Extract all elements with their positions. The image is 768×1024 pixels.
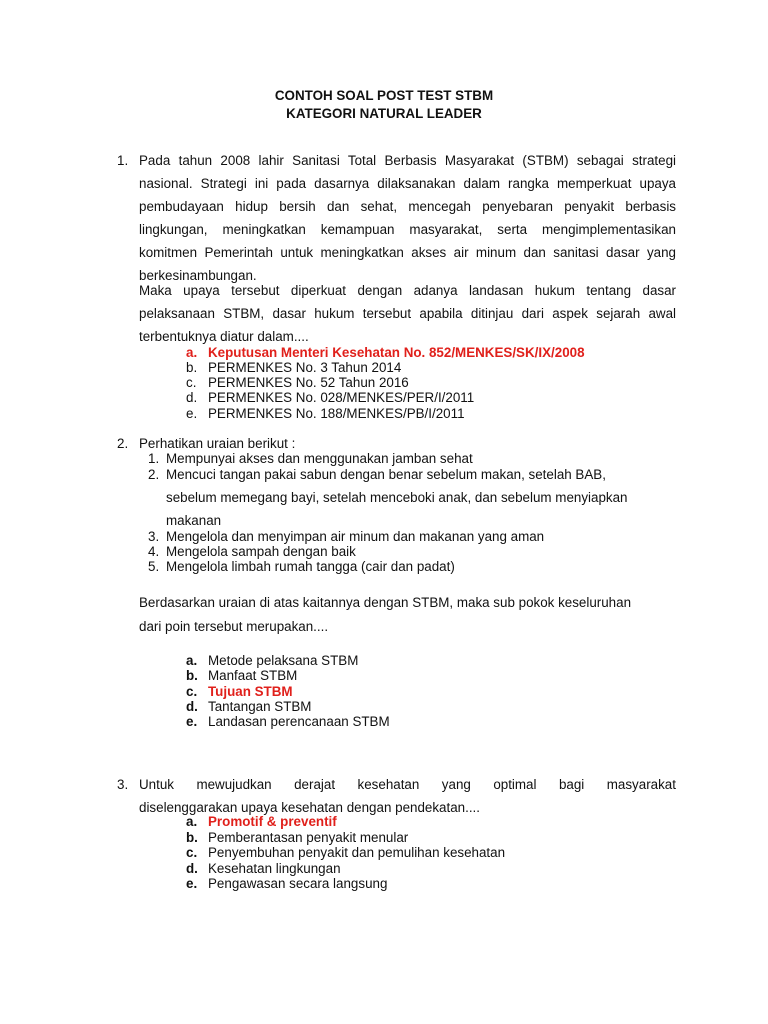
question-1-line: berkesinambungan. xyxy=(139,268,257,283)
q3-word: bagi xyxy=(558,777,585,792)
q2-option-b: Manfaat STBM xyxy=(208,668,298,683)
question-1-line: komitmen Pemerintah untuk meningkatkan akses air minum dan sanitasi dasar yang xyxy=(139,245,676,260)
q2-option-letter: d. xyxy=(186,699,198,714)
q2-item-number: 2. xyxy=(148,467,160,482)
q2-option-c-correct: Tujuan STBM xyxy=(208,684,293,699)
q2-item-continuation: sebelum memegang bayi, setelah menceboki anak, dan sebelum menyiapkan xyxy=(166,490,628,505)
q2-option-d: Tantangan STBM xyxy=(208,699,312,714)
question-1-line: Pada tahun 2008 lahir Sanitasi Total Berbasis Masyarakat (STBM) sebagai strategi xyxy=(139,153,676,168)
question-3-line2: diselenggarakan upaya kesehatan dengan pendekatan.... xyxy=(139,800,480,815)
question-2-number: 2. xyxy=(117,436,129,451)
q1-option-letter: a. xyxy=(186,345,198,360)
q1-option-letter: e. xyxy=(186,406,198,421)
question-1-line: nasional. Strategi ini pada dasarnya dilaksanakan dalam rangka memperkuat upaya xyxy=(139,176,676,191)
document-title-line2: KATEGORI NATURAL LEADER xyxy=(286,106,482,121)
q1-option-letter: d. xyxy=(186,390,198,405)
q3-option-letter: d. xyxy=(186,861,198,876)
q2-option-letter: b. xyxy=(186,668,198,683)
q1-option-a-correct: Keputusan Menteri Kesehatan No. 852/MENKES/SK/IX/2008 xyxy=(208,345,585,360)
q2-question-line: dari poin tersebut merupakan.... xyxy=(139,619,329,634)
q3-option-letter: c. xyxy=(186,845,198,860)
document-title-line1: CONTOH SOAL POST TEST STBM xyxy=(274,88,494,103)
q2-item: Mengelola dan menyimpan air minum dan makanan yang aman xyxy=(166,529,545,544)
q1-option-c: PERMENKES No. 52 Tahun 2016 xyxy=(208,375,409,390)
q3-word: kesehatan xyxy=(357,777,420,792)
q2-option-letter: e. xyxy=(186,714,198,729)
q2-item: Mencuci tangan pakai sabun dengan benar sebelum makan, setelah BAB, xyxy=(166,467,606,482)
q3-option-letter: b. xyxy=(186,830,198,845)
q3-word: masyarakat xyxy=(606,777,676,792)
q2-option-letter: c. xyxy=(186,684,198,699)
q2-item-continuation: makanan xyxy=(166,513,222,528)
q3-option-e: Pengawasan secara langsung xyxy=(208,876,388,891)
question-2-intro: Perhatikan uraian berikut : xyxy=(139,436,296,451)
q3-option-a-correct: Promotif & preventif xyxy=(208,814,337,829)
q2-item: Mengelola limbah rumah tangga (cair dan padat) xyxy=(166,559,455,574)
question-1-number: 1. xyxy=(117,153,129,168)
q3-word: mewujudkan xyxy=(196,777,272,792)
q3-word: Untuk xyxy=(139,777,174,792)
q1-option-letter: b. xyxy=(186,360,198,375)
q2-option-a: Metode pelaksana STBM xyxy=(208,653,359,668)
q3-option-c: Penyembuhan penyakit dan pemulihan kesehatan xyxy=(208,845,506,860)
q2-item-number: 3. xyxy=(148,529,160,544)
question-3-line1 xyxy=(139,777,676,792)
question-3-number: 3. xyxy=(117,777,129,792)
q2-item-number: 1. xyxy=(148,451,160,466)
q3-option-letter: a. xyxy=(186,814,198,829)
q3-word: optimal xyxy=(493,777,537,792)
q2-question-line: Berdasarkan uraian di atas kaitannya dengan STBM, maka sub pokok keseluruhan xyxy=(139,595,632,610)
question-1-line: pelaksanaan STBM, dasar hukum tersebut apabila ditinjau dari aspek sejarah awal xyxy=(139,306,676,321)
q2-option-letter: a. xyxy=(186,653,198,668)
q1-option-d: PERMENKES No. 028/MENKES/PER/I/2011 xyxy=(208,390,475,405)
q3-word: derajat xyxy=(294,777,336,792)
q1-option-letter: c. xyxy=(186,375,197,390)
q2-item: Mempunyai akses dan menggunakan jamban sehat xyxy=(166,451,473,466)
question-1-line: terbentuknya diatur dalam.... xyxy=(139,329,309,344)
q2-item-number: 4. xyxy=(148,544,160,559)
question-1-line: Maka upaya tersebut diperkuat dengan adanya landasan hukum tentang dasar xyxy=(139,283,676,298)
q3-option-b: Pemberantasan penyakit menular xyxy=(208,830,409,845)
question-1-line: pembudayaan hidup bersih dan sehat, mencegah penyebaran penyakit berbasis xyxy=(139,199,676,214)
q1-option-e: PERMENKES No. 188/MENKES/PB/I/2011 xyxy=(208,406,465,421)
q1-option-b: PERMENKES No. 3 Tahun 2014 xyxy=(208,360,402,375)
question-1-line: lingkungan, meningkatkan kemampuan masyarakat, serta mengimplementasikan xyxy=(139,222,676,237)
q3-option-letter: e. xyxy=(186,876,198,891)
q2-item: Mengelola sampah dengan baik xyxy=(166,544,356,559)
q3-word: yang xyxy=(441,777,471,792)
q3-option-d: Kesehatan lingkungan xyxy=(208,861,341,876)
q2-item-number: 5. xyxy=(148,559,160,574)
q2-option-e: Landasan perencanaan STBM xyxy=(208,714,390,729)
